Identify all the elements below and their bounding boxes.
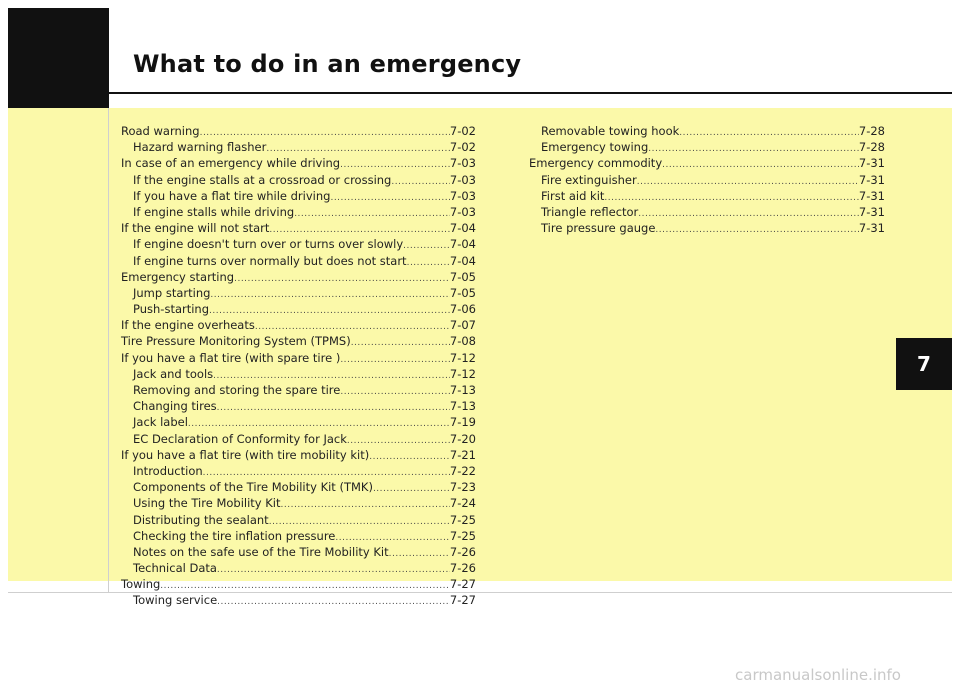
toc-entry-title: Road warning — [121, 124, 200, 138]
toc-entry-page: 7-26 — [449, 544, 476, 559]
toc-entry[interactable] — [121, 576, 476, 592]
toc-entry[interactable] — [121, 414, 476, 430]
toc-entry-page: 7-02 — [449, 124, 476, 138]
toc-leader-dots — [234, 271, 450, 287]
toc-entry-title: Technical Data — [133, 561, 217, 576]
toc-entry-page: 7-05 — [449, 269, 476, 284]
toc-entry-page: 7-03 — [449, 188, 476, 203]
toc-entry-page: 7-31 — [858, 172, 885, 187]
toc-entry[interactable] — [121, 188, 476, 204]
toc-entry-title: If engine doesn't turn over or turns over slowly — [133, 237, 404, 252]
toc-right-column — [529, 123, 885, 236]
toc-entry-title: Triangle reflector — [541, 204, 639, 219]
toc-leader-dots — [294, 206, 450, 222]
toc-entry-page: 7-03 — [449, 172, 476, 187]
toc-entry-page: 7-21 — [449, 447, 476, 462]
toc-entry-title: Jump starting — [133, 285, 211, 300]
toc-entry-page: 7-19 — [449, 415, 476, 430]
toc-entry-title: If you have a flat tire (with spare tire ) — [121, 350, 341, 365]
toc-leader-dots — [373, 481, 450, 497]
toc-leader-dots — [407, 255, 450, 271]
toc-entry[interactable] — [529, 155, 885, 171]
header-black-block — [8, 8, 109, 108]
toc-leader-dots — [662, 157, 859, 173]
toc-entry-title: In case of an emergency while driving — [121, 156, 341, 171]
toc-leader-dots — [340, 352, 450, 368]
toc-entry-page: 7-27 — [449, 577, 476, 592]
toc-entry[interactable] — [121, 479, 476, 495]
toc-entry-page: 7-05 — [449, 285, 476, 300]
toc-entry-page: 7-04 — [449, 237, 476, 252]
toc-entry-title: Push-starting — [133, 302, 210, 317]
toc-entry[interactable] — [121, 155, 476, 171]
toc-entry-page: 7-26 — [449, 561, 476, 576]
toc-entry[interactable] — [121, 592, 476, 608]
toc-entry-page: 7-06 — [449, 302, 476, 317]
toc-entry-page: 7-02 — [449, 140, 476, 155]
toc-entry[interactable] — [529, 220, 885, 236]
title-underline — [109, 92, 952, 94]
page-title: What to do in an emergency — [133, 50, 522, 78]
toc-entry-title: Distributing the sealant — [133, 512, 269, 527]
toc-entry[interactable] — [121, 366, 476, 382]
toc-entry-page: 7-13 — [449, 383, 476, 397]
toc-entry-title: Tire Pressure Monitoring System (TPMS) — [121, 334, 351, 349]
toc-entry-title: Emergency starting — [121, 269, 235, 284]
toc-entry-title: If you have a flat tire while driving — [133, 188, 331, 203]
toc-entry-page: 7-20 — [449, 431, 476, 446]
toc-entry[interactable] — [121, 123, 476, 139]
toc-leader-dots — [648, 141, 859, 157]
toc-entry[interactable] — [121, 431, 476, 447]
toc-leader-dots — [369, 449, 450, 465]
toc-entry[interactable] — [121, 204, 476, 220]
toc-entry-title: Jack label — [133, 415, 188, 430]
toc-entry-title: If the engine stalls at a crossroad or crossing — [133, 172, 392, 187]
toc-entry[interactable] — [121, 220, 476, 236]
toc-leader-dots — [637, 174, 859, 190]
toc-entry-page: 7-28 — [858, 124, 885, 138]
toc-entry-title: First aid kit — [541, 188, 605, 203]
toc-entry[interactable] — [121, 463, 476, 479]
toc-entry-page: 7-27 — [449, 593, 476, 608]
toc-entry-page: 7-22 — [449, 463, 476, 478]
toc-entry[interactable] — [121, 350, 476, 366]
toc-entry-page: 7-25 — [449, 512, 476, 527]
toc-entry[interactable] — [121, 301, 476, 317]
toc-entry-title: Components of the Tire Mobility Kit (TMK) — [133, 480, 373, 495]
toc-leader-dots — [679, 125, 859, 141]
chapter-tab[interactable]: 7 — [896, 338, 952, 390]
toc-entry-title: Emergency towing — [541, 140, 649, 155]
toc-entry[interactable] — [121, 333, 476, 349]
toc-leader-dots — [210, 287, 449, 303]
toc-entry[interactable] — [121, 512, 476, 528]
toc-entry-page: 7-04 — [449, 221, 476, 236]
toc-entry[interactable] — [121, 236, 476, 252]
toc-entry-title: Introduction — [133, 463, 203, 478]
toc-entry[interactable] — [121, 139, 476, 155]
toc-entry-title: Removing and storing the spare tire — [133, 383, 341, 397]
toc-entry-page: 7-31 — [858, 156, 885, 171]
toc-entry-page: 7-13 — [449, 399, 476, 414]
toc-entry-page: 7-28 — [858, 140, 885, 155]
toc-entry[interactable] — [121, 382, 476, 398]
toc-entry-page: 7-31 — [858, 221, 885, 236]
toc-entry[interactable] — [529, 139, 885, 155]
toc-leader-dots — [281, 497, 450, 513]
toc-entry[interactable] — [529, 172, 885, 188]
toc-entry[interactable] — [121, 253, 476, 269]
toc-entry[interactable] — [529, 188, 885, 204]
toc-entry-page: 7-31 — [858, 188, 885, 203]
toc-left-column — [121, 123, 476, 609]
toc-entry-page: 7-12 — [449, 350, 476, 365]
toc-entry-page: 7-24 — [449, 496, 476, 511]
toc-entry-title: If you have a flat tire (with tire mobility kit) — [121, 447, 370, 462]
toc-leader-dots — [217, 562, 450, 578]
toc-entry-title: If the engine overheats — [121, 318, 255, 333]
toc-entry-title: Tire pressure gauge — [541, 221, 656, 236]
toc-entry-page: 7-25 — [449, 528, 476, 543]
toc-leader-dots — [403, 238, 450, 254]
toc-entry[interactable] — [529, 204, 885, 220]
toc-leader-dots — [217, 594, 450, 610]
toc-entry-page: 7-12 — [449, 366, 476, 381]
toc-entry[interactable] — [121, 528, 476, 544]
toc-entry[interactable] — [121, 560, 476, 576]
toc-entry[interactable] — [529, 123, 885, 139]
toc-entry-title: Using the Tire Mobility Kit — [133, 496, 281, 511]
toc-entry-page: 7-07 — [449, 318, 476, 333]
toc-entry-title: Hazard warning flasher — [133, 140, 267, 155]
toc-leader-dots — [655, 222, 858, 238]
toc-leader-dots — [330, 190, 449, 206]
toc-entry-title: If engine stalls while driving — [133, 204, 295, 219]
toc-leader-dots — [340, 384, 450, 400]
toc-entry-title: Towing service — [133, 593, 218, 608]
toc-leader-dots — [389, 546, 450, 562]
toc-entry-title: Changing tires — [133, 399, 217, 414]
toc-entry[interactable] — [121, 285, 476, 301]
toc-entry-title: Checking the tire inflation pressure — [133, 528, 336, 543]
toc-leader-dots — [351, 335, 450, 351]
toc-entry-title: Fire extinguisher — [541, 172, 637, 187]
toc-entry-title: Jack and tools — [133, 366, 214, 381]
toc-entry-page: 7-31 — [858, 204, 885, 219]
toc-entry[interactable] — [121, 447, 476, 463]
footer-watermark: carmanualsonline.info — [735, 666, 901, 684]
margin-divider — [108, 108, 109, 593]
toc-entry-page: 7-03 — [449, 204, 476, 219]
toc-entry-title: If the engine will not start — [121, 221, 270, 236]
toc-entry[interactable] — [121, 269, 476, 285]
toc-entry-title: Removable towing hook — [541, 124, 680, 138]
toc-entry-title: Notes on the safe use of the Tire Mobility Kit — [133, 544, 389, 559]
toc-leader-dots — [217, 400, 450, 416]
toc-entry[interactable] — [121, 172, 476, 188]
toc-entry-title: Emergency commodity — [529, 156, 663, 171]
toc-entry-page: 7-08 — [449, 334, 476, 349]
toc-leader-dots — [604, 190, 858, 206]
toc-entry[interactable] — [121, 544, 476, 560]
toc-entry[interactable] — [121, 495, 476, 511]
toc-entry-title: Towing — [121, 577, 161, 592]
toc-entry-page: 7-03 — [449, 156, 476, 171]
toc-entry-page: 7-04 — [449, 253, 476, 268]
toc-entry-title: If engine turns over normally but does not start — [133, 253, 407, 268]
toc-entry[interactable] — [121, 398, 476, 414]
toc-entry-page: 7-23 — [449, 480, 476, 495]
toc-entry-title: EC Declaration of Conformity for Jack — [133, 431, 347, 446]
toc-leader-dots — [638, 206, 859, 222]
toc-entry[interactable] — [121, 317, 476, 333]
toc-leader-dots — [391, 174, 450, 190]
